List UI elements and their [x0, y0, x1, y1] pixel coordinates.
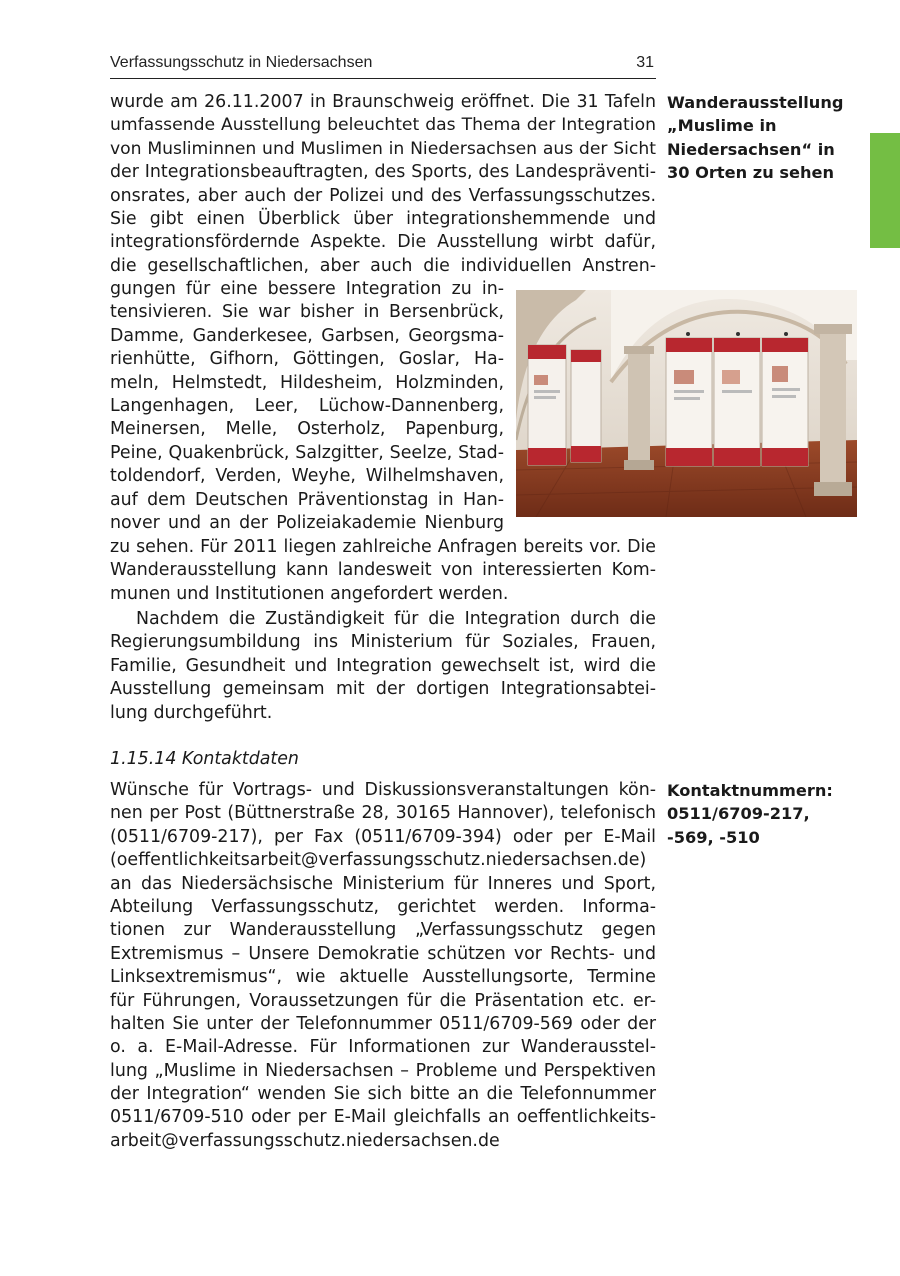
- text-line: rienhütte, Gifhorn, Göttingen, Goslar, Ha-: [110, 349, 504, 370]
- text-line: onsrates, aber auch der Polizei und des Verfassungsschutzes.: [110, 185, 656, 206]
- margin-note-line: Niedersachsen“ in: [667, 139, 835, 159]
- paragraph-exhibition-locations: [110, 278, 504, 535]
- text-line: an das Niedersächsische Ministerium für Inneres und Sport,: [110, 873, 656, 894]
- text-line: die gesellschaftlichen, aber auch die individuellen Anstren-: [110, 255, 656, 276]
- text-line: (oeffentlichkeitsarbeit@verfassungsschutz.niedersachsen.de): [110, 850, 647, 871]
- text-line: auf dem Deutschen Präventionstag in Han-: [110, 489, 504, 510]
- text-line: Abteilung Verfassungsschutz, gerichtet werden. Informa-: [110, 896, 656, 917]
- text-line: von Musliminnen und Muslimen in Niedersachsen aus der Sicht: [110, 138, 656, 159]
- margin-note-line: 30 Orten zu sehen: [667, 163, 835, 183]
- text-line: 0511/6709-510 oder per E-Mail gleichfalls an oeffentlichkeits-: [110, 1107, 656, 1128]
- chapter-tab-marker: [870, 133, 900, 248]
- margin-note-line: 0511/6709-217,: [667, 804, 810, 824]
- section-heading-contact: 1.15.14 Kontaktdaten: [110, 749, 299, 769]
- text-line: Extremismus – Unsere Demokratie schützen vor Rechts- und: [110, 943, 656, 964]
- text-line: umfassende Ausstellung beleuchtet das Thema der Integration: [110, 115, 656, 136]
- paragraph-exhibition-requests: [110, 536, 656, 606]
- exhibition-photo: [516, 290, 857, 517]
- paragraph-contact-details: [110, 779, 656, 1153]
- text-line: wurde am 26.11.2007 in Braunschweig eröffnet. Die 31 Tafeln: [110, 92, 656, 112]
- text-line: Sie gibt einen Überblick über integrationshemmende und: [110, 208, 656, 229]
- margin-note-line: „Muslime in: [667, 116, 777, 136]
- text-line: Langenhagen, Leer, Lüchow-Dannenberg,: [110, 395, 504, 416]
- text-line: für Führungen, Voraussetzungen für die Präsentation etc. er-: [110, 990, 656, 1011]
- text-line: Nachdem die Zuständigkeit für die Integration durch die: [136, 609, 656, 629]
- page-number: 31: [636, 54, 654, 71]
- text-line: halten Sie unter der Telefonnummer 0511/6709-569 oder der: [110, 1013, 656, 1034]
- margin-note-line: Kontaktnummern:: [667, 781, 833, 800]
- text-line: arbeit@verfassungsschutz.niedersachsen.de: [110, 1130, 500, 1151]
- text-line: zu sehen. Für 2011 liegen zahlreiche Anfragen bereits vor. Die: [110, 537, 656, 557]
- text-line: Peine, Quakenbrück, Salzgitter, Seelze, Stad-: [110, 442, 504, 463]
- text-line: integrationsfördernde Aspekte. Die Ausstellung wirbt dafür,: [110, 232, 656, 253]
- margin-note-line: Wanderausstellung: [667, 93, 844, 112]
- text-line: Regierungsumbildung ins Ministerium für Soziales, Frauen,: [110, 632, 656, 653]
- text-line: Linksextremismus“, wie aktuelle Ausstellungsorte, Termine: [110, 967, 656, 988]
- text-line: Familie, Gesundheit und Integration gewechselt ist, wird die: [110, 655, 656, 676]
- margin-note-exhibition: [667, 91, 867, 185]
- running-header: [110, 52, 656, 79]
- text-line: Damme, Ganderkesee, Garbsen, Georgsma-: [110, 325, 504, 346]
- text-line: (0511/6709-217), per Fax (0511/6709-394) oder per E-Mail: [110, 826, 656, 847]
- text-line: Wünsche für Vortrags- und Diskussionsveranstaltungen kön-: [110, 780, 656, 800]
- text-line: tionen zur Wanderausstellung „Verfassungsschutz gegen: [110, 920, 656, 941]
- text-line: o. a. E-Mail-Adresse. Für Informationen zur Wanderausstel-: [110, 1037, 656, 1058]
- text-line: nover und an der Polizeiakademie Nienburg: [110, 512, 504, 533]
- paragraph-exhibition-intro: [110, 91, 656, 278]
- text-line: lung durchgeführt.: [110, 702, 273, 723]
- text-line: munen und Institutionen angefordert werden.: [110, 583, 509, 604]
- text-line: meln, Helmstedt, Hildesheim, Holzminden,: [110, 372, 504, 393]
- margin-note-contact: [667, 779, 867, 849]
- text-line: der Integration“ wenden Sie sich bitte an die Telefonnummer: [110, 1084, 656, 1105]
- text-line: toldendorf, Verden, Weyhe, Wilhelmshaven,: [110, 466, 504, 487]
- text-line: Ausstellung gemeinsam mit der dortigen Integrationsabtei-: [110, 679, 656, 700]
- text-line: der Integrationsbeauftragten, des Sports, des Landespräventi-: [110, 162, 656, 183]
- text-line: Wanderausstellung kann landesweit von interessierten Kom-: [110, 560, 656, 581]
- text-line: tensivieren. Sie war bisher in Bersenbrück,: [110, 302, 504, 323]
- margin-note-line: -569, -510: [667, 827, 760, 847]
- paragraph-responsibility: [110, 608, 656, 725]
- text-line: Meinersen, Melle, Osterholz, Papenburg,: [110, 419, 504, 440]
- text-line: nen per Post (Büttnerstraße 28, 30165 Hannover), telefonisch: [110, 803, 656, 824]
- text-line: gungen für eine bessere Integration zu in-: [110, 279, 504, 299]
- header-title: Verfassungsschutz in Niedersachsen: [110, 54, 373, 71]
- text-line: lung „Muslime in Niedersachsen – Probleme und Perspektiven: [110, 1060, 656, 1081]
